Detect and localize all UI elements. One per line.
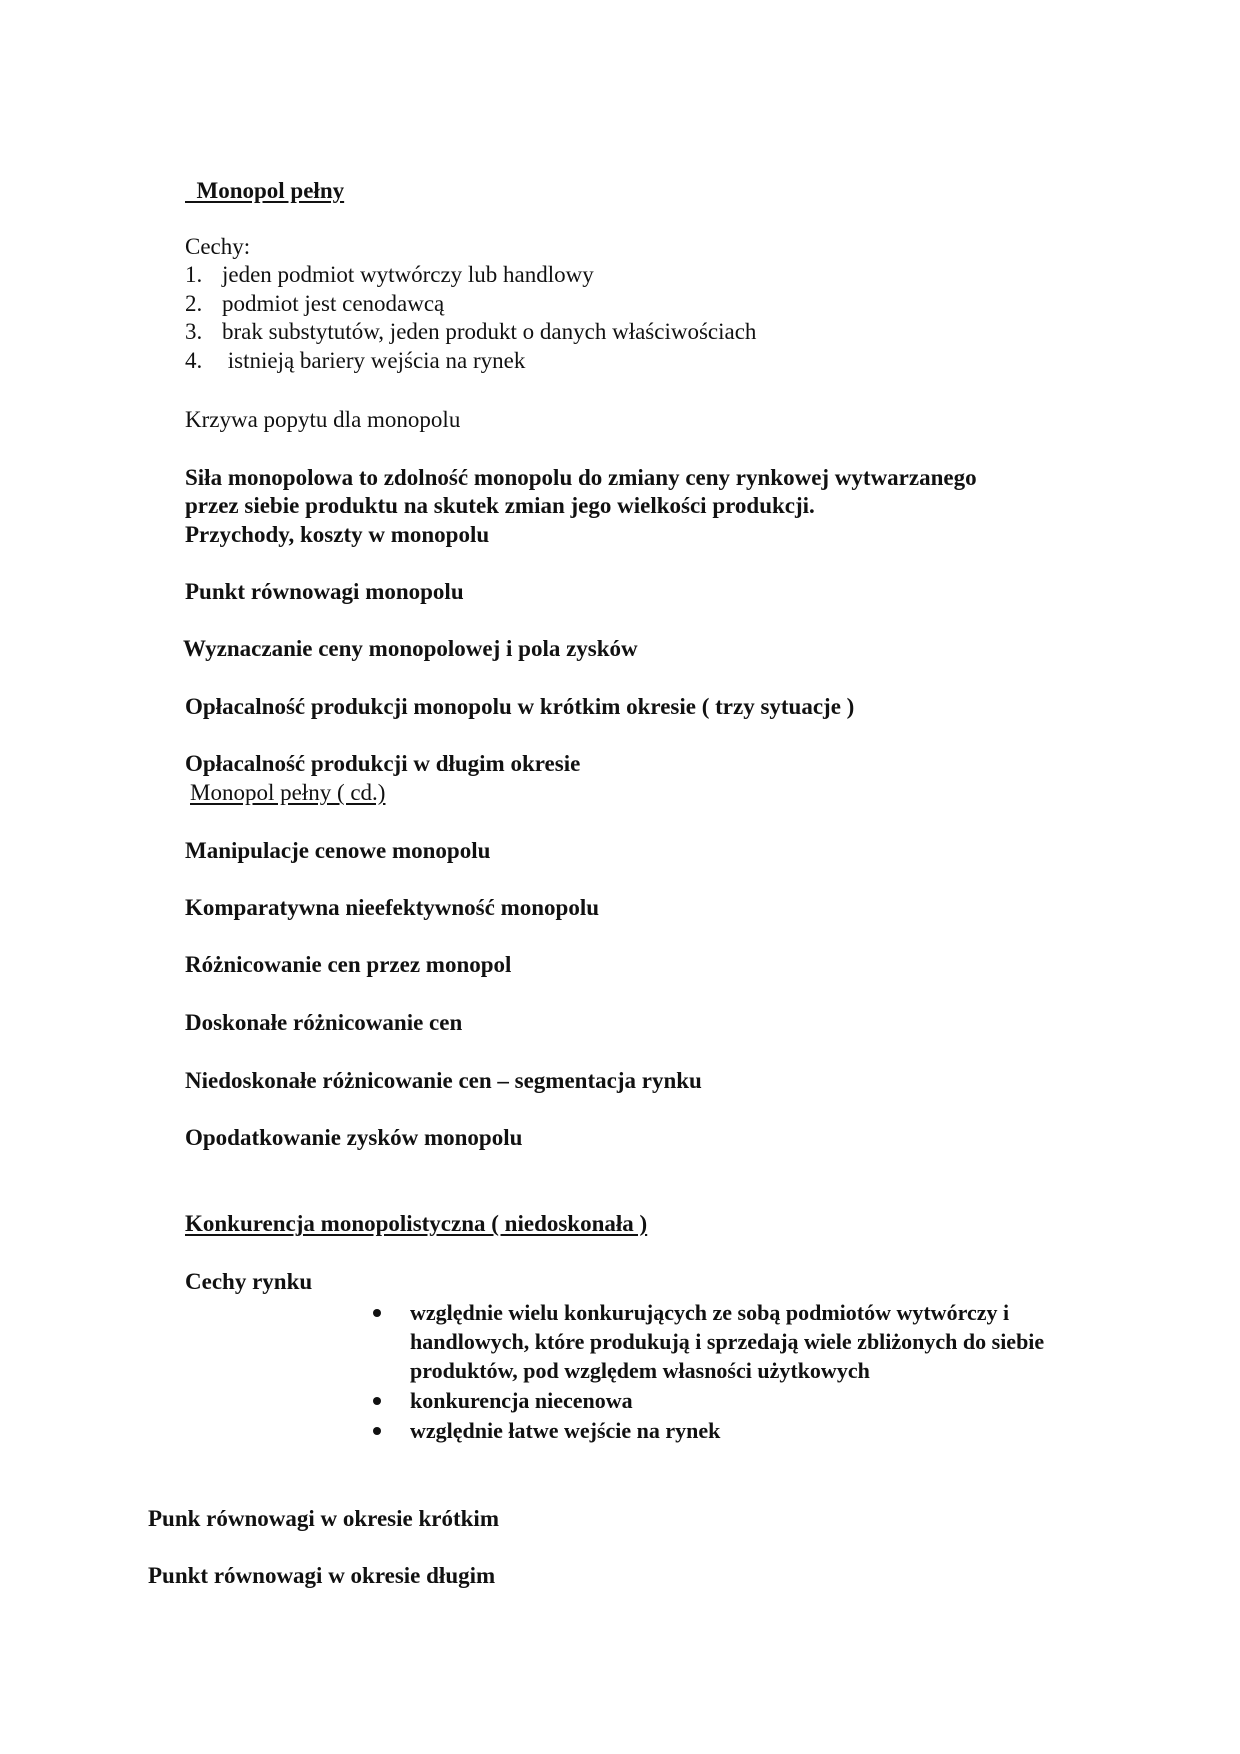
short-term-heading: Opłacalność produkcji monopolu w krótkim okresie ( trzy sytuacje ) [185,694,855,719]
price-setting-heading: Wyznaczanie ceny monopolowej i pola zysków [183,636,638,661]
perfect-discrimination-heading: Doskonałe różnicowanie cen [185,1010,463,1035]
features-label: Cechy: [185,234,251,259]
revenues-costs-heading: Przychody, koszty w monopolu [185,522,490,547]
bullet-icon [373,1427,381,1435]
list-item: konkurencja niecenowa [373,1386,1113,1415]
taxation-heading: Opodatkowanie zysków monopolu [185,1125,523,1150]
continued-heading: Monopol pełny ( cd.) [190,780,386,805]
document-title [185,177,344,205]
list-item: 3. brak substytutów, jeden produkt o danych właściwościach [185,319,757,344]
market-features-heading: Cechy rynku [185,1269,313,1294]
list-item: 2. podmiot jest cenodawcą [185,290,445,316]
bullet-icon [373,1397,381,1405]
list-item: 4. istnieją bariery wejścia na rynek [185,347,526,373]
competition-title: Konkurencja monopolistyczna ( niedoskonała ) [185,1211,648,1236]
price-manipulation-heading: Manipulacje cenowe monopolu [185,838,491,863]
price-discrimination-heading: Różnicowanie cen przez monopol [185,952,512,977]
demand-curve-heading: Krzywa popytu dla monopolu [185,407,461,432]
features-list [185,261,756,375]
competition-features-list [373,1298,1113,1446]
equilibrium-heading: Punkt równowagi monopolu [185,579,464,604]
monopoly-power-line1: Siła monopolowa to zdolność monopolu do zmiany ceny rynkowej wytwarzanego [185,465,977,490]
list-item: względnie wielu konkurujących ze sobą podmiotów wytwórczy i handlowych, które produkują i sprzedają wiele zbliżonych do siebie produktów, pod względem własności użytkowych [373,1298,1113,1385]
imperfect-discrimination-heading: Niedoskonałe różnicowanie cen – segmentacja rynku [185,1068,702,1093]
long-equilibrium-heading: Punkt równowagi w okresie długim [148,1563,496,1588]
monopoly-power-line2: przez siebie produktu na skutek zmian jego wielkości produkcji. [185,493,815,518]
document-title-text: Monopol pełny [196,178,345,203]
long-term-heading: Opłacalność produkcji w długim okresie [185,751,581,776]
inefficiency-heading: Komparatywna nieefektywność monopolu [185,895,600,920]
short-equilibrium-heading: Punk równowagi w okresie krótkim [148,1506,499,1531]
list-item: względnie łatwe wejście na rynek [373,1416,1113,1445]
bullet-icon [373,1309,381,1317]
list-item: 1. jeden podmiot wytwórczy lub handlowy [185,262,594,287]
